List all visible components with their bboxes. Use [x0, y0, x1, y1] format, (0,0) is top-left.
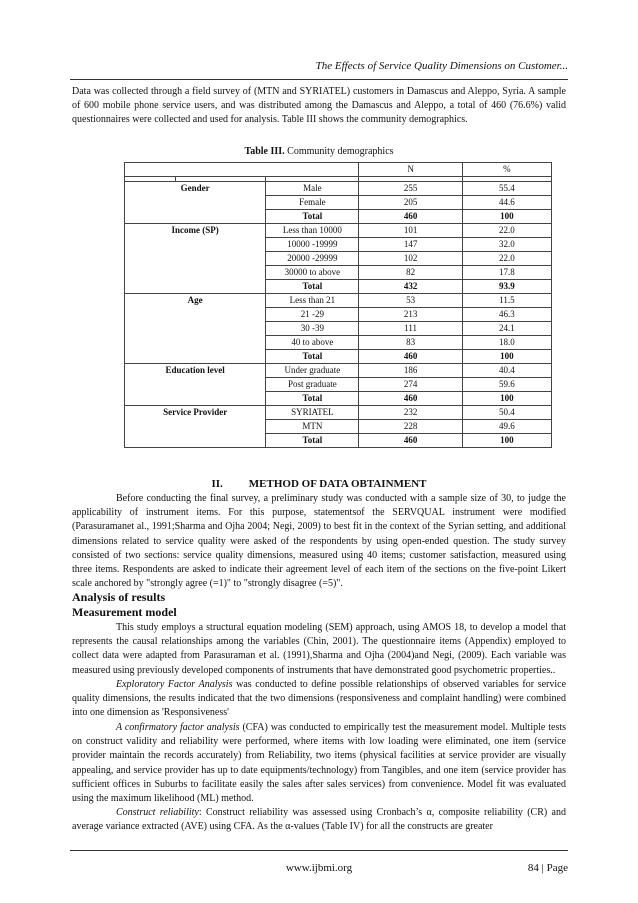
- row-n: 111: [359, 322, 462, 336]
- row-label: Total: [266, 210, 359, 224]
- group-label: Income (SP): [125, 224, 266, 294]
- intro-paragraph: Data was collected through a field survey of (MTN and SYRIATEL) customers in Damascus and Aleppo, Syria. A sample of 600 mobile phone service users, and was distributed among the Damascus and Aleppo, a total of 460 (76.6%) valid questionnaires were collected and used for analysis. Table III shows the community demographics.: [72, 86, 566, 126]
- table-header-row: [125, 163, 552, 177]
- cfa-paragraph: A confirmatory factor analysis (CFA) was conducted to empirically test the measurement model. Multiple tests on construct validity and reliability were performed, where items with low loading were eliminated, one item (service provider maintain the records accurately) from Reliability, two items (physical facilities at service provider are visually appealing, and service provider has up to date equipments/technology) from Tangibles, and one item (service provider has sufficient offices in Suburbs to facilitate easily the sales after sales services) from convenience. Model fit was evaluated using the maximum likelihood (ML) method.: [72, 722, 567, 805]
- efa-paragraph: Exploratory Factor Analysis was conducted to define possible relationships of observed variables for service quality dimensions, the results indicated that the two dimensions (responsiveness and complaint handling) were combined into one dimension as 'Responsiveness': [72, 679, 567, 719]
- group-label: Education level: [125, 364, 266, 406]
- row-label: Total: [266, 350, 359, 364]
- row-n: 53: [359, 294, 462, 308]
- row-n: 82: [359, 266, 462, 280]
- row-n: 232: [359, 406, 462, 420]
- row-n: 460: [359, 350, 462, 364]
- row-n: 255: [359, 182, 462, 196]
- page-number: 84 | Page: [527, 862, 568, 874]
- row-pct: 18.0: [462, 336, 551, 350]
- journal-url[interactable]: www.ijbmi.org: [285, 862, 353, 874]
- row-label: 30000 to above: [266, 266, 359, 280]
- row-n: 274: [359, 378, 462, 392]
- section-heading: II. METHOD OF DATA OBTAINMENT: [211, 478, 427, 490]
- demographics-table: [124, 162, 552, 448]
- row-pct: 100: [462, 434, 551, 448]
- table-row: [125, 294, 552, 308]
- row-n: 147: [359, 238, 462, 252]
- row-pct: 49.6: [462, 420, 551, 434]
- row-pct: 17.8: [462, 266, 551, 280]
- row-n: 228: [359, 420, 462, 434]
- group-label: Age: [125, 294, 266, 364]
- row-pct: 59.6: [462, 378, 551, 392]
- group-label: Service Provider: [125, 406, 266, 448]
- row-label: Post graduate: [266, 378, 359, 392]
- table-caption: Table III. Community demographics: [244, 146, 394, 157]
- row-n: 102: [359, 252, 462, 266]
- reliability-paragraph: Construct reliability: Construct reliability was assessed using Cronbach’s α, composite reliability (CR) and average variance extracted (AVE) using CFA. As the α-values (Table IV) for all the constructs are greater: [72, 807, 566, 833]
- row-label: Female: [266, 196, 359, 210]
- table-row: [125, 224, 552, 238]
- row-label: 30 -39: [266, 322, 359, 336]
- row-pct: 46.3: [462, 308, 551, 322]
- row-pct: 55.4: [462, 182, 551, 196]
- row-label: MTN: [266, 420, 359, 434]
- analysis-heading: Analysis of results: [72, 590, 166, 604]
- row-label: Total: [266, 434, 359, 448]
- row-label: Total: [266, 280, 359, 294]
- row-pct: 50.4: [462, 406, 551, 420]
- method-paragraph: Before conducting the final survey, a preliminary study was conducted with a sample size of 30, to judge the applicability of instrument items. For this purpose, statementsof the SERVQUAL instrument were modified (Parasuramanet al., 1991;Sharma and Ojha 2004; Negi, 2009) to best fit in the context of the Syrian setting, and additional dimensions related to service quality were asked of the respondents by using open-ended question. The study survey consisted of two sections: service quality dimensions, measured using 40 items; customer satisfaction, measured using three items. Respondents are asked to indicate their agreement level of each item of the sections on the five-point Likert scale anchored by "strongly agree (=1)" to "strongly disagree (=5)".: [72, 493, 566, 590]
- row-pct: 40.4: [462, 364, 551, 378]
- table-row: [125, 182, 552, 196]
- header-rule: [70, 79, 568, 80]
- row-n: 432: [359, 280, 462, 294]
- row-pct: 11.5: [462, 294, 551, 308]
- row-pct: 22.0: [462, 252, 551, 266]
- row-pct: 44.6: [462, 196, 551, 210]
- footer-rule: [70, 850, 568, 851]
- row-pct: 24.1: [462, 322, 551, 336]
- row-label: 10000 -19999: [266, 238, 359, 252]
- header-blank: [125, 163, 359, 177]
- row-n: 101: [359, 224, 462, 238]
- row-pct: 93.9: [462, 280, 551, 294]
- row-n: 460: [359, 392, 462, 406]
- row-pct: 22.0: [462, 224, 551, 238]
- row-n: 186: [359, 364, 462, 378]
- running-header: The Effects of Service Quality Dimensions on Customer...: [315, 60, 568, 72]
- row-label: Male: [266, 182, 359, 196]
- row-label: SYRIATEL: [266, 406, 359, 420]
- row-label: Total: [266, 392, 359, 406]
- row-n: 205: [359, 196, 462, 210]
- measurement-paragraph: This study employs a structural equation modeling (SEM) approach, using AMOS 18, to develop a model that represents the causal relationships among the variables (Chin, 2001). The questionnaire items (Appendix) employed to collect data were adapted from Parasuraman et al. (1991),Sharma and Ojha (2004)and Negi, (2009). Each variable was measured using previously developed components of instruments that have demonstrated good psychometric properties..: [72, 622, 566, 676]
- col-pct-header: %: [462, 163, 551, 177]
- row-label: Less than 21: [266, 294, 359, 308]
- row-pct: 32.0: [462, 238, 551, 252]
- row-n: 460: [359, 210, 462, 224]
- measurement-heading: Measurement model: [72, 605, 177, 619]
- row-n: 460: [359, 434, 462, 448]
- row-label: 20000 -29999: [266, 252, 359, 266]
- row-pct: 100: [462, 392, 551, 406]
- row-pct: 100: [462, 210, 551, 224]
- row-n: 83: [359, 336, 462, 350]
- row-n: 213: [359, 308, 462, 322]
- group-label: Gender: [125, 182, 266, 224]
- col-n-header: N: [359, 163, 462, 177]
- row-pct: 100: [462, 350, 551, 364]
- row-label: Less than 10000: [266, 224, 359, 238]
- row-label: 21 -29: [266, 308, 359, 322]
- row-label: 40 to above: [266, 336, 359, 350]
- table-row: [125, 364, 552, 378]
- table-row: [125, 406, 552, 420]
- row-label: Under graduate: [266, 364, 359, 378]
